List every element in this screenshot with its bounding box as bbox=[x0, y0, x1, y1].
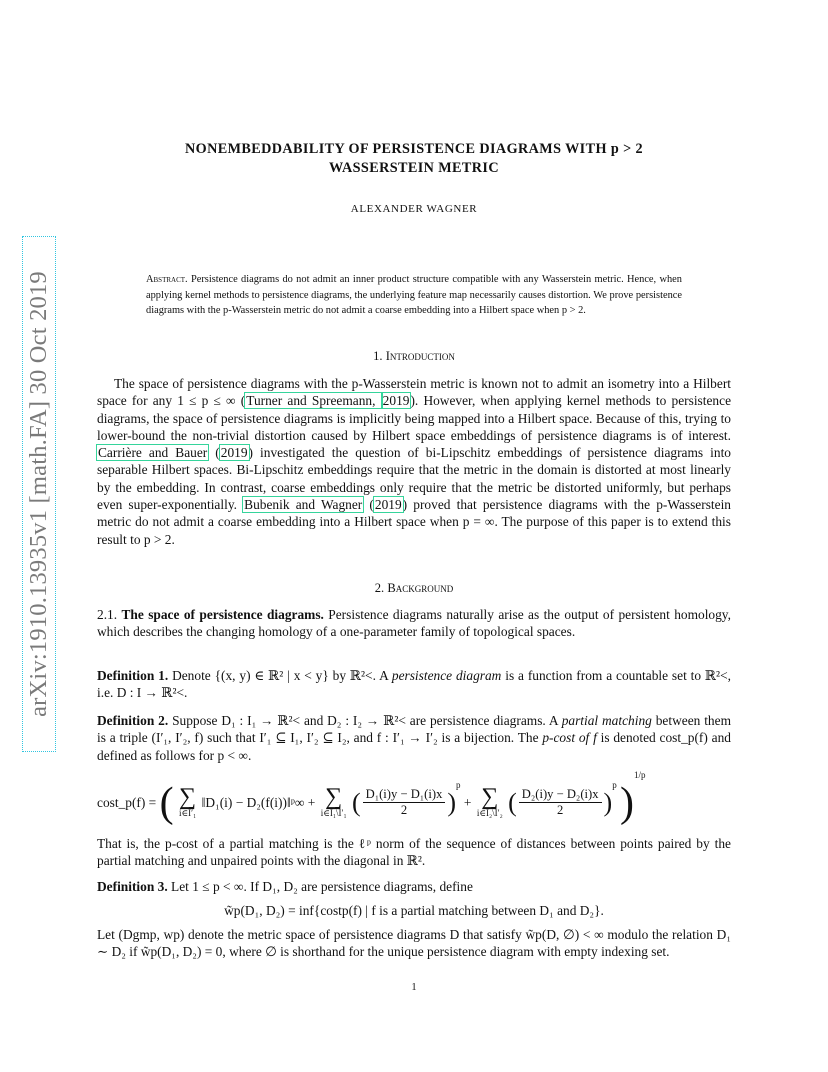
abstract-text: Persistence diagrams do not admit an inner product structure compatible with any Wasserstein metric. Hence, when applying kernel methods to persistence diagrams, the underlying feature map necessarily causes distortion. We prove persistence diagrams with the p-Wasserstein metric do not admit a coarse embedding into a Hilbert space when p > 2. bbox=[146, 274, 682, 317]
arxiv-stamp[interactable] bbox=[22, 236, 56, 752]
equation-right-paren: ) bbox=[620, 779, 635, 826]
citation-link-carriere[interactable]: Carrière and Bauer bbox=[98, 445, 208, 461]
citation-link-turner-year[interactable]: 2019 bbox=[382, 393, 410, 409]
definition-3-label: Definition 3. bbox=[97, 879, 168, 894]
citation-link-carriere-year[interactable]: 2019 bbox=[220, 445, 248, 461]
equation-fraction-2: $\frac{\text{D₂(i)y − D₂(i)x}}{2}$ bbox=[519, 787, 602, 818]
citation-link-bubenik[interactable]: Bubenik and Wagner bbox=[244, 497, 363, 513]
final-paragraph: Let (Dgmp, wp) denote the metric space of persistence diagrams D that satisfy w̃p(D, ∅) < ∞ modulo the relation D₁ ∼ D₂ if w̃p(D₁, D₂) = 0, where ∅ is shorthand for the unique persistence diagram with empty indexing set. bbox=[97, 927, 731, 960]
equation-sum-2: ∑ i∈I₁\I′₁ bbox=[320, 784, 347, 819]
cost-equation: cost_p(f) = ( ∑ i∈I′₁ ‖D₁(i) − D₂(f(i))‖ᵖ∞ + ∑ i∈I₁\I′₁ ( $\frac{\text{D₁(i)y − D₁(i)x}}{2}$ )$^p$ + ∑ i∈I₂\I′₂ ( $\frac{\text{D₂(i)y − D₂(i)x}}{2}$ )$^p$ )$^{1/p}$ bbox=[97, 770, 646, 826]
definition-2: Definition 2. Suppose D₁ : I₁ → ℝ²< and D₂ : I₂ → ℝ²< are persistence diagrams. A partial matching between them is a triple (I′₁, I′₂, f) such that I′₁ ⊆ I₁, I′₂ ⊆ I₂, and f : I′₁ → I′₂ is a bijection. The p-cost of f is denoted cost_p(f) and defined as follows for p < ∞. bbox=[97, 713, 731, 763]
paper-title-line1: NONEMBEDDABILITY OF PERSISTENCE DIAGRAMS WITH p > 2 bbox=[185, 141, 643, 157]
definition-2-term: partial matching bbox=[561, 713, 652, 728]
paper-title-line2: WASSERSTEIN METRIC bbox=[328, 160, 499, 176]
definition-3-display: w̃p(D₁, D₂) = inf{costp(f) | f is a partial matching between D₁ and D₂}. bbox=[224, 903, 604, 918]
section-heading-introduction: 1. Introduction bbox=[373, 349, 455, 363]
subsection-text: Persistence diagrams naturally arise as the output of persistent homology, which describes the changing homology of a one-parameter family of topological spaces. bbox=[97, 607, 731, 640]
definition-2-term2: p-cost of f bbox=[542, 730, 597, 746]
equation-sum-3: ∑ i∈I₂\I′₂ bbox=[476, 784, 503, 819]
equation-outer-exponent: 1/p bbox=[634, 770, 646, 780]
equation-term-1: ‖D₁(i) − D₂(f(i))‖ᵖ∞ + bbox=[201, 794, 316, 810]
subsection-title: The space of persistence diagrams. bbox=[121, 607, 324, 622]
author-name: ALEXANDER WAGNER bbox=[350, 203, 478, 215]
equation-fraction-1: $\frac{\text{D₁(i)y − D₁(i)x}}{2}$ bbox=[363, 787, 446, 818]
intro-paragraph: The space of persistence diagrams with the p-Wasserstein metric is known not to admit an isometry into a Hilbert space for any 1 ≤ p ≤ ∞ (Turner and Spreemann, 2019). However, when applying kernel methods to persistence diagrams, the space of persistence diagrams is implicitly being mapped into a Hilbert space. Because of this, trying to lower-bound the non-trivial distortion caused by Hilbert space embeddings of persistence diagrams is of interest. Carrière and Bauer (2019) investigated the question of bi-Lipschitz embeddings of persistence diagrams into separable Hilbert spaces. Bi-Lipschitz embeddings require that the metric in the domain is distorted at most linearly by the embedding. In contrast, coarse embeddings only require that the metric be distorted uniformly, but perhaps even super-exponentially. Bubenik and Wagner (2019) proved that persistence diagrams with the p-Wasserstein metric do not admit a coarse embedding into a Hilbert space when p = ∞. The purpose of this paper is to extend this result to p > 2. bbox=[97, 376, 732, 547]
equation-explanation: That is, the p-cost of a partial matching is the ℓᵖ norm of the sequence of distances between points paired by the partial matching and unpaired points with the diagonal in ℝ². bbox=[97, 836, 731, 869]
definition-1-term: persistence diagram bbox=[391, 668, 502, 683]
page-number: 1 bbox=[411, 982, 417, 993]
definition-3: Definition 3. Let 1 ≤ p < ∞. If D₁, D₂ are persistence diagrams, define bbox=[97, 879, 473, 894]
citation-link-bubenik-year[interactable]: 2019 bbox=[374, 497, 402, 513]
subsection-number: 2.1. bbox=[97, 607, 118, 622]
arxiv-stamp-text: arXiv:1910.13935v1 [math.FA] 30 Oct 2019 bbox=[25, 271, 52, 717]
abstract bbox=[146, 272, 682, 319]
equation-lhs: cost_p(f) = bbox=[97, 794, 157, 810]
subsection-paragraph bbox=[97, 606, 731, 641]
definition-1-label: Definition 1. bbox=[97, 668, 169, 683]
equation-sum-1: ∑ i∈I′₁ bbox=[178, 784, 197, 819]
equation-plus: + bbox=[463, 794, 472, 810]
section-heading-background: 2. Background bbox=[374, 581, 454, 595]
citation-link-turner[interactable]: Turner and Spreemann, bbox=[246, 393, 381, 409]
equation-left-paren: ( bbox=[159, 779, 174, 826]
definition-1: Definition 1. Denote {(x, y) ∈ ℝ² | x < y} by ℝ²<. A persistence diagram is a function from a countable set to ℝ²<, i.e. D : I → ℝ²<. bbox=[97, 668, 731, 701]
definition-2-label: Definition 2. bbox=[97, 713, 169, 728]
abstract-label: Abstract. bbox=[146, 274, 188, 285]
